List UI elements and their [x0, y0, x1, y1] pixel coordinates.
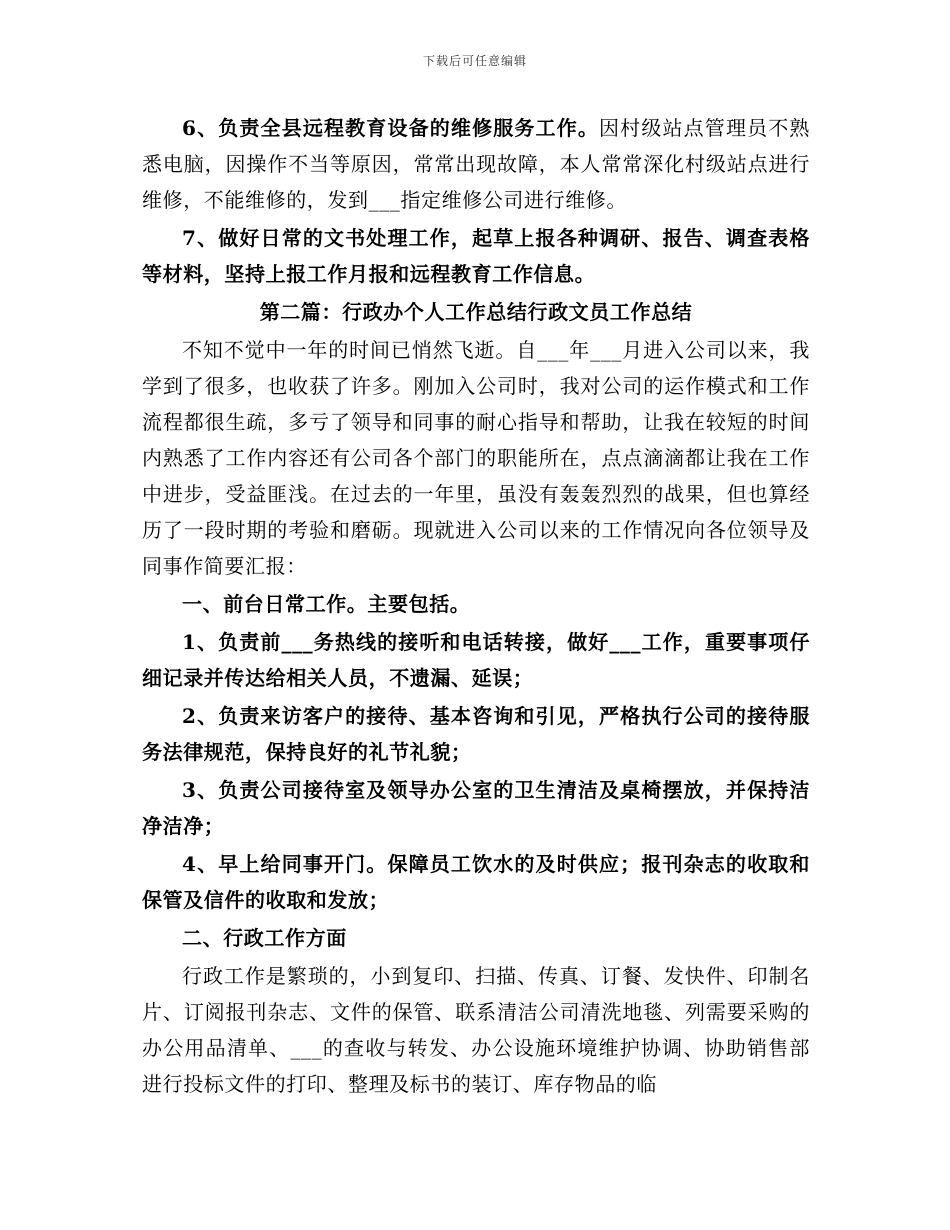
heading-front-desk: 一、前台日常工作。主要包括。 [182, 592, 471, 616]
front-desk-item-2: 2、负责来访客户的接待、基本咨询和引见，严格执行公司的接待服务法律规范，保持良好的礼节礼貌； [142, 704, 810, 764]
section-2-title: 第二篇：行政办个人工作总结行政文员工作总结 [259, 300, 693, 324]
item-7-paragraph: 7、做好日常的文书处理工作，起草上报各种调研、报告、调查表格等材料，坚持上报工作月报和远程教育工作信息。 [142, 226, 810, 286]
item-6-lead: 6、负责全县远程教育设备的维修服务工作。 [182, 116, 600, 140]
heading-admin-work: 二、行政工作方面 [182, 926, 347, 950]
document-body [142, 110, 810, 1104]
front-desk-item-1: 1、负责前___务热线的接听和电话转接，做好___工作，重要事项仔细记录并传达给相关人员，不遗漏、延误； [142, 630, 810, 690]
item-6-rest: 因村级站点管理员不熟悉电脑，因操作不当等原因，常常出现故障，本人常常深化村级站点进行维修，不能维修的，发到___指定维修公司进行维修。 [142, 116, 811, 212]
page-header: 下载后可任意编辑 [422, 54, 527, 68]
front-desk-item-4: 4、早上给同事开门。保障员工饮水的及时供应；报刊杂志的收取和保管及信件的收取和发放； [142, 852, 810, 912]
item-6-paragraph [142, 110, 810, 218]
admin-work-paragraph: 行政工作是繁琐的，小到复印、扫描、传真、订餐、发快件、印制名片、订阅报刊杂志、文件的保管、联系清洁公司清洗地毯、列需要采购的办公用品清单、___的查收与转发、办公设施环境维护协调、协助销售部进行投标文件的打印、整理及标书的装订、库存物品的临 [142, 964, 810, 1096]
intro-paragraph: 不知不觉中一年的时间已悄然飞逝。自___年___月进入公司以来，我学到了很多，也收获了许多。刚加入公司时，我对公司的运作模式和工作流程都很生疏，多亏了领导和同事的耐心指导和帮助，让我在较短的时间内熟悉了工作内容还有公司各个部门的职能所在，点点滴滴都让我在工作中进步，受益匪浅。在过去的一年里，虽没有轰轰烈烈的战果，但也算经历了一段时期的考验和磨砺。现就进入公司以来的工作情况向各位领导及同事作简要汇报： [142, 338, 810, 578]
front-desk-item-3: 3、负责公司接待室及领导办公室的卫生清洁及桌椅摆放，并保持洁净洁净； [142, 778, 810, 838]
